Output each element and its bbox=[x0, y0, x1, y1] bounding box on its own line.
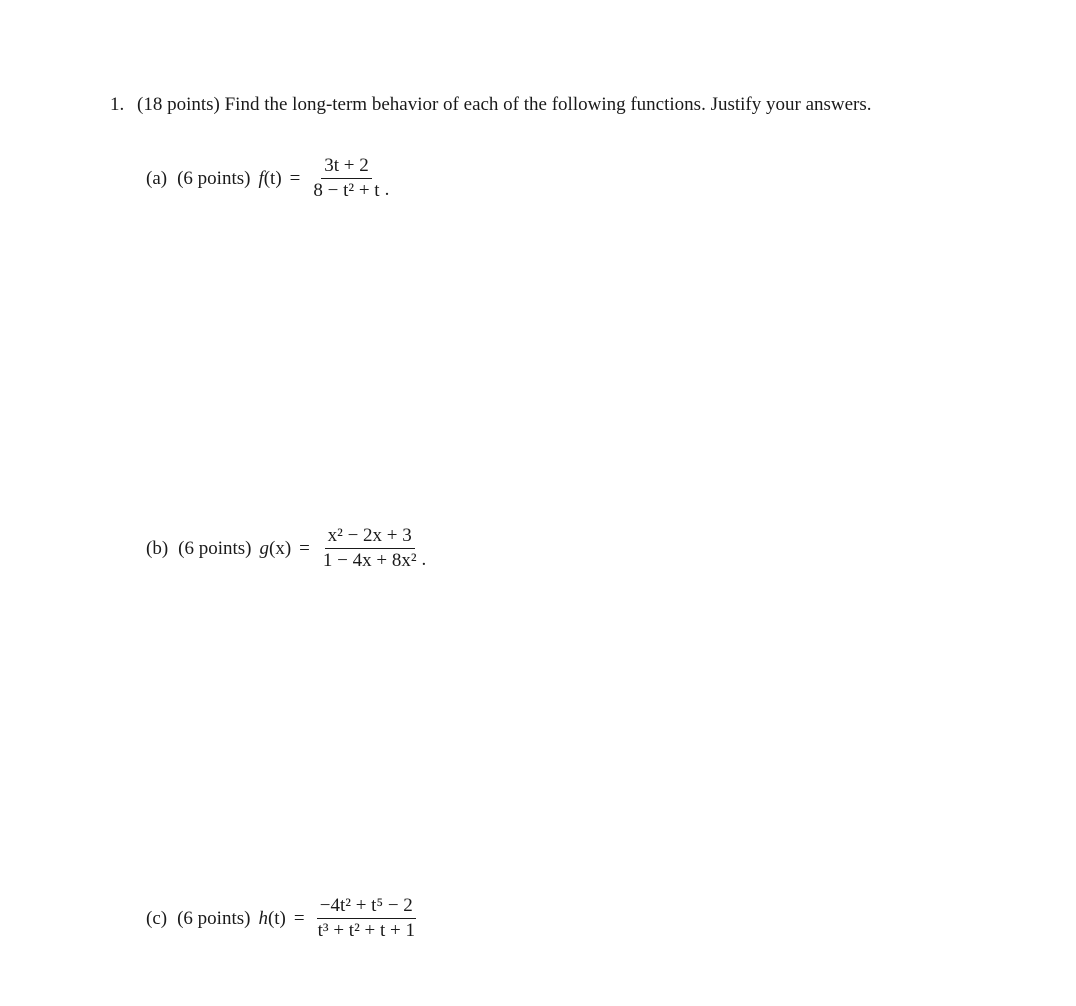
part-b-period: . bbox=[421, 549, 427, 570]
part-c-points: (6 points) bbox=[177, 907, 251, 929]
part-b-function-arg: (x) bbox=[269, 537, 292, 559]
part-a-function-name: f bbox=[258, 167, 264, 189]
part-b-label: (b) bbox=[146, 537, 169, 559]
part-b bbox=[146, 524, 426, 573]
problem-statement: (18 points) Find the long-term behavior of each of the following functions. Justify your answers. bbox=[137, 94, 872, 115]
part-b-equals: = bbox=[299, 537, 310, 559]
part-a-fraction bbox=[310, 154, 382, 203]
part-c bbox=[146, 894, 420, 943]
part-c-function-arg: (t) bbox=[267, 907, 286, 929]
part-c-numerator: −4t² + t⁵ − 2 bbox=[317, 894, 416, 919]
part-a-equals: = bbox=[289, 167, 301, 189]
part-a-points: (6 points) bbox=[177, 167, 251, 189]
part-a-numerator: 3t + 2 bbox=[321, 154, 372, 179]
part-b-points: (6 points) bbox=[178, 537, 252, 559]
part-a bbox=[146, 154, 389, 203]
part-c-label: (c) bbox=[146, 907, 168, 929]
part-a-period: . bbox=[384, 179, 390, 200]
part-b-fraction bbox=[320, 524, 420, 573]
part-c-denominator: t³ + t² + t + 1 bbox=[317, 920, 415, 941]
part-c-equals: = bbox=[293, 907, 305, 929]
part-a-label: (a) bbox=[146, 167, 168, 189]
part-c-function-name: h bbox=[258, 907, 268, 929]
part-b-numerator: x² − 2x + 3 bbox=[325, 524, 415, 549]
part-a-function-arg: (t) bbox=[263, 167, 282, 189]
part-c-fraction bbox=[315, 894, 418, 943]
part-b-denominator: 1 − 4x + 8x² bbox=[322, 550, 417, 571]
part-b-function-name: g bbox=[259, 537, 270, 559]
problem-number: 1. bbox=[110, 94, 125, 115]
part-a-denominator: 8 − t² + t bbox=[313, 180, 380, 201]
